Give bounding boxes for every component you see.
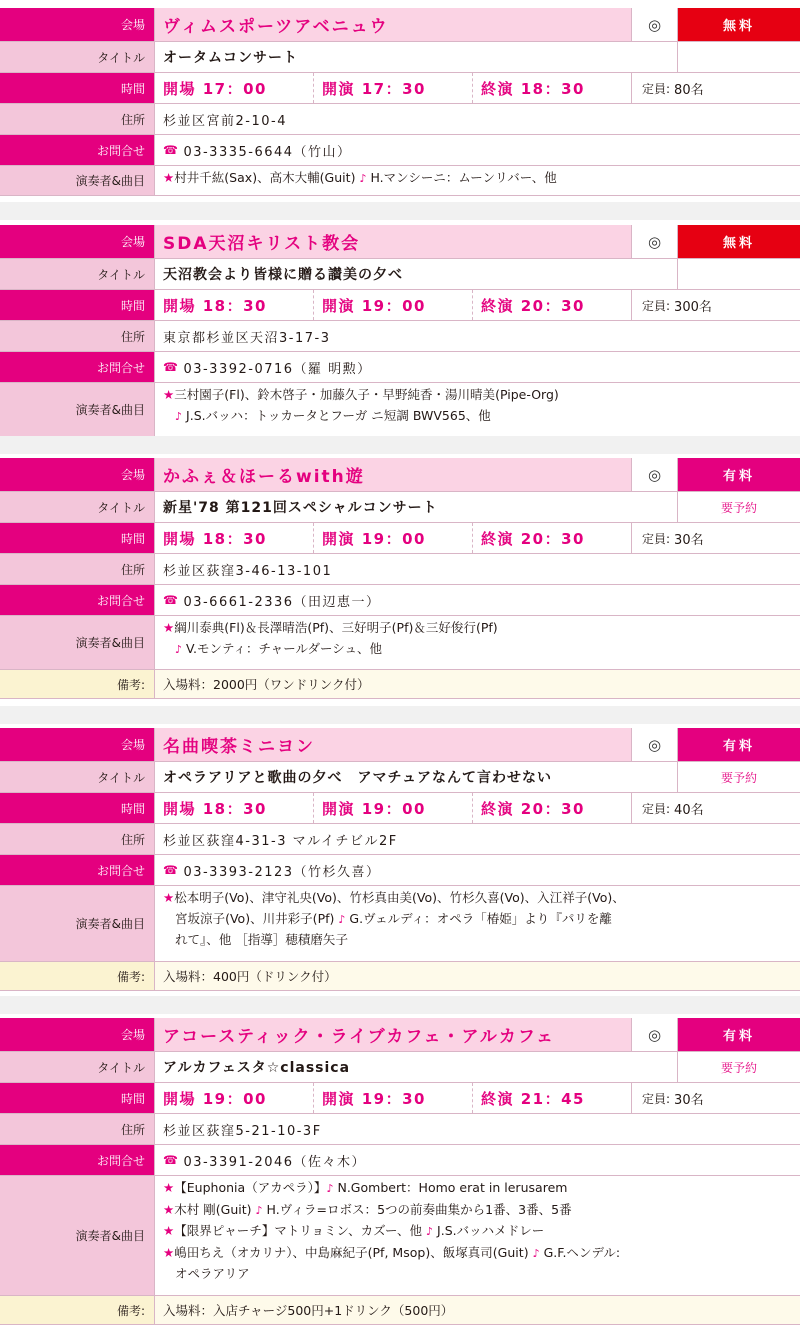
capacity-value: 30名 xyxy=(674,532,704,548)
remarks-label: 備考: xyxy=(0,670,155,698)
capacity-label: 定員: xyxy=(642,81,671,96)
remarks-value: 入場料：2000円（ワンドリンク付） xyxy=(155,670,800,698)
reservation-note: 要予約 xyxy=(720,1060,757,1075)
venue-label: 会場 xyxy=(0,8,155,41)
capacity xyxy=(632,290,800,320)
program-line: ★三村園子(Fl)、鈴木啓子・加藤久子・早野純香・湯川晴美(Pipe-Org) xyxy=(163,387,559,402)
performers-row xyxy=(0,1176,800,1296)
time-label: 時間 xyxy=(0,73,155,103)
start-time: 開演 19：00 xyxy=(314,523,473,553)
music-note-icon: ♪ xyxy=(326,1182,334,1195)
title-label: タイトル xyxy=(0,1052,155,1082)
capacity xyxy=(632,793,800,823)
event-title: 新星'78 第121回スペシャルコンサート xyxy=(155,492,678,522)
program-line: ★嶋田ちえ（オカリナ）、中島麻紀子(Pf, Msop)、飯塚真司(Guit) ♪ G.F.ヘンデル: xyxy=(163,1244,621,1260)
star-icon: ★ xyxy=(163,1244,175,1260)
remarks-value: 入場料：400円（ドリンク付） xyxy=(155,962,800,990)
block-separator xyxy=(0,996,800,1014)
contact-cell xyxy=(155,352,800,382)
end-time: 終演 18：30 xyxy=(473,73,632,103)
event-title: オータムコンサート xyxy=(155,42,678,72)
time-row xyxy=(0,290,800,321)
event-block xyxy=(0,728,800,991)
address-row xyxy=(0,1114,800,1145)
capacity-value: 40名 xyxy=(674,802,704,818)
venue-row xyxy=(0,8,800,42)
address-value: 杉並区荻窪4-31-3 マルイチビル2F xyxy=(163,833,398,849)
end-time: 終演 20：30 xyxy=(473,523,632,553)
music-note-icon: ♪ xyxy=(532,1246,540,1260)
contact-row xyxy=(0,855,800,886)
address-row xyxy=(0,554,800,585)
venue-mark-icon: ◎ xyxy=(632,225,678,258)
address-value: 杉並区荻窪3-46-13-101 xyxy=(163,563,333,579)
address-label: 住所 xyxy=(0,554,155,584)
address-label: 住所 xyxy=(0,824,155,854)
star-icon: ★ xyxy=(163,387,175,402)
phone-icon: ☎ xyxy=(163,360,180,374)
reservation-note: 要予約 xyxy=(720,500,757,515)
contact-value: 03-3391-2046（佐々木） xyxy=(183,1154,367,1170)
program-line: ★松本明子(Vo)、津守礼央(Vo)、竹杉真由美(Vo)、竹杉久喜(Vo)、入江祥子(Vo)、 xyxy=(163,890,625,905)
contact-label: お問合せ xyxy=(0,855,155,885)
contact-value: 03-3393-2123（竹杉久喜） xyxy=(183,864,381,880)
venue-label: 会場 xyxy=(0,1018,155,1051)
performers-label: 演奏者&曲目 xyxy=(0,1176,155,1295)
title-label: タイトル xyxy=(0,42,155,72)
music-note-icon: ♪ xyxy=(255,1203,263,1217)
title-row xyxy=(0,1052,800,1083)
star-icon: ★ xyxy=(163,890,175,905)
venue-name: 名曲喫茶ミニヨン xyxy=(155,728,632,761)
capacity-label: 定員: xyxy=(642,531,671,546)
music-note-icon: ♪ xyxy=(426,1225,434,1238)
event-title: 天沼教会より皆様に贈る讃美の夕べ xyxy=(155,259,678,289)
start-time: 開演 19：00 xyxy=(314,290,473,320)
capacity xyxy=(632,73,800,103)
music-note-icon: ♪ xyxy=(338,912,346,926)
capacity xyxy=(632,1083,800,1113)
performers-row xyxy=(0,166,800,196)
contact-row xyxy=(0,135,800,166)
address-row xyxy=(0,321,800,352)
address-row xyxy=(0,824,800,855)
performers-program xyxy=(155,616,800,669)
contact-row xyxy=(0,1145,800,1176)
fee-badge: 無料 xyxy=(678,8,800,41)
contact-label: お問合せ xyxy=(0,1145,155,1175)
capacity-value: 30名 xyxy=(674,1092,704,1108)
contact-row xyxy=(0,585,800,616)
end-time: 終演 20：30 xyxy=(473,793,632,823)
title-row xyxy=(0,492,800,523)
title-row xyxy=(0,259,800,290)
address-label: 住所 xyxy=(0,321,155,351)
star-icon: ★ xyxy=(163,1180,175,1195)
title-label: タイトル xyxy=(0,762,155,792)
reservation-note xyxy=(678,42,800,72)
program-line: れて』、他 ［指導］穂積磨矢子 xyxy=(175,932,348,947)
contact-value: 03-3392-0716（羅 明勲） xyxy=(183,361,372,377)
star-icon: ★ xyxy=(163,620,175,635)
address-label: 住所 xyxy=(0,104,155,134)
block-separator xyxy=(0,706,800,724)
doors-open-time: 開場 18：30 xyxy=(155,793,314,823)
fee-badge: 有料 xyxy=(678,458,800,491)
venue-row xyxy=(0,728,800,762)
contact-cell xyxy=(155,855,800,885)
block-separator xyxy=(0,202,800,220)
end-time: 終演 20：30 xyxy=(473,290,632,320)
start-time: 開演 19：30 xyxy=(314,1083,473,1113)
capacity-value: 80名 xyxy=(674,82,704,98)
doors-open-time: 開場 18：30 xyxy=(155,523,314,553)
event-title: アルカフェスタ☆classica xyxy=(155,1052,678,1082)
venue-mark-icon: ◎ xyxy=(632,458,678,491)
remarks-value: 入場料：入店チャージ500円+1ドリンク（500円） xyxy=(155,1296,800,1324)
doors-open-time: 開場 19：00 xyxy=(155,1083,314,1113)
venue-mark-icon: ◎ xyxy=(632,1018,678,1051)
venue-row xyxy=(0,1018,800,1052)
contact-label: お問合せ xyxy=(0,585,155,615)
program-line: ♪ J.S.バッハ：トッカータとフーガ ニ短調 BWV565、他 xyxy=(175,407,491,423)
contact-cell xyxy=(155,585,800,615)
event-block xyxy=(0,225,800,437)
star-icon: ★ xyxy=(163,1223,175,1238)
venue-row xyxy=(0,225,800,259)
program-line: ★【限界ピャーチ】マトリョミン、カズー、他 ♪ J.S.バッハメドレー xyxy=(163,1223,545,1238)
address-value: 杉並区荻窪5-21-10-3F xyxy=(163,1123,322,1139)
reservation-note: 要予約 xyxy=(720,770,757,785)
program-line: オペラアリア xyxy=(175,1266,250,1281)
remarks-label: 備考: xyxy=(0,1296,155,1324)
venue-mark-icon: ◎ xyxy=(632,728,678,761)
start-time: 開演 17：30 xyxy=(314,73,473,103)
venue-row xyxy=(0,458,800,492)
event-title: オペラアリアと歌曲の夕べ アマチュアなんて言わせない xyxy=(155,762,678,792)
capacity xyxy=(632,523,800,553)
performers-program xyxy=(155,1176,800,1295)
time-row xyxy=(0,1083,800,1114)
capacity-value: 300名 xyxy=(674,299,712,315)
title-label: タイトル xyxy=(0,259,155,289)
time-label: 時間 xyxy=(0,793,155,823)
phone-icon: ☎ xyxy=(163,593,180,607)
music-note-icon: ♪ xyxy=(175,642,183,656)
contact-row xyxy=(0,352,800,383)
capacity-label: 定員: xyxy=(642,1091,671,1106)
program-line: ★【Euphonia（アカペラ）】♪ N.Gombert：Homo erat in lerusarem xyxy=(163,1180,568,1195)
star-icon: ★ xyxy=(163,1201,175,1217)
reservation-note xyxy=(678,259,800,289)
end-time: 終演 21：45 xyxy=(473,1083,632,1113)
program-line: ★村井千紘(Sax)、高木大輔(Guit) ♪ H.マンシーニ：ムーンリバー、他 xyxy=(163,170,557,185)
venue-name: アコースティック・ライブカフェ・アルカフェ xyxy=(155,1018,632,1051)
music-note-icon: ♪ xyxy=(175,409,183,423)
venue-name: SDA天沼キリスト教会 xyxy=(155,225,632,258)
remarks-row xyxy=(0,962,800,991)
block-separator xyxy=(0,436,800,454)
remarks-row xyxy=(0,670,800,699)
venue-mark-icon: ◎ xyxy=(632,8,678,41)
performers-label: 演奏者&曲目 xyxy=(0,166,155,195)
program-line: ★木村 剛(Guit) ♪ H.ヴィラ=ロボス：5つの前奏曲集から1番、3番、5番 xyxy=(163,1201,572,1217)
time-row xyxy=(0,523,800,554)
time-label: 時間 xyxy=(0,1083,155,1113)
contact-cell xyxy=(155,1145,800,1175)
address-label: 住所 xyxy=(0,1114,155,1144)
contact-label: お問合せ xyxy=(0,135,155,165)
capacity-label: 定員: xyxy=(642,298,671,313)
doors-open-time: 開場 18：30 xyxy=(155,290,314,320)
performers-program xyxy=(155,166,800,195)
capacity-label: 定員: xyxy=(642,801,671,816)
venue-label: 会場 xyxy=(0,225,155,258)
title-row xyxy=(0,762,800,793)
fee-badge: 無料 xyxy=(678,225,800,258)
fee-badge: 有料 xyxy=(678,1018,800,1051)
performers-label: 演奏者&曲目 xyxy=(0,616,155,669)
star-icon: ★ xyxy=(163,170,175,185)
event-block xyxy=(0,8,800,196)
venue-name: かふぇ＆ほーるwith遊 xyxy=(155,458,632,491)
venue-name: ヴィムスポーツアベニュウ xyxy=(155,8,632,41)
contact-label: お問合せ xyxy=(0,352,155,382)
music-note-icon: ♪ xyxy=(359,172,367,185)
doors-open-time: 開場 17：00 xyxy=(155,73,314,103)
time-row xyxy=(0,793,800,824)
event-block xyxy=(0,1018,800,1325)
performers-row xyxy=(0,383,800,437)
program-line: 宮坂涼子(Vo)、川井彩子(Pf) ♪ G.ヴェルディ：オペラ「椿姫」より『パリを離 xyxy=(175,910,612,926)
phone-icon: ☎ xyxy=(163,143,180,157)
program-line: ★綱川泰典(Fl)＆長澤晴浩(Pf)、三好明子(Pf)＆三好俊行(Pf) xyxy=(163,620,498,635)
performers-program xyxy=(155,886,800,961)
venue-label: 会場 xyxy=(0,458,155,491)
address-value: 東京都杉並区天沼3-17-3 xyxy=(163,330,331,346)
phone-icon: ☎ xyxy=(163,1153,180,1167)
address-row xyxy=(0,104,800,135)
performers-program xyxy=(155,383,800,436)
phone-icon: ☎ xyxy=(163,863,180,877)
remarks-row xyxy=(0,1296,800,1325)
performers-row xyxy=(0,886,800,962)
contact-value: 03-3335-6644（竹山） xyxy=(183,144,352,160)
address-value: 杉並区宮前2-10-4 xyxy=(163,113,287,129)
performers-row xyxy=(0,616,800,670)
program-line: ♪ V.モンティ：チャールダーシュ、他 xyxy=(175,640,383,656)
title-label: タイトル xyxy=(0,492,155,522)
start-time: 開演 19：00 xyxy=(314,793,473,823)
performers-label: 演奏者&曲目 xyxy=(0,886,155,961)
contact-value: 03-6661-2336（田辺恵一） xyxy=(183,594,381,610)
event-block xyxy=(0,458,800,699)
performers-label: 演奏者&曲目 xyxy=(0,383,155,436)
venue-label: 会場 xyxy=(0,728,155,761)
title-row xyxy=(0,42,800,73)
time-row xyxy=(0,73,800,104)
time-label: 時間 xyxy=(0,523,155,553)
contact-cell xyxy=(155,135,800,165)
time-label: 時間 xyxy=(0,290,155,320)
fee-badge: 有料 xyxy=(678,728,800,761)
remarks-label: 備考: xyxy=(0,962,155,990)
